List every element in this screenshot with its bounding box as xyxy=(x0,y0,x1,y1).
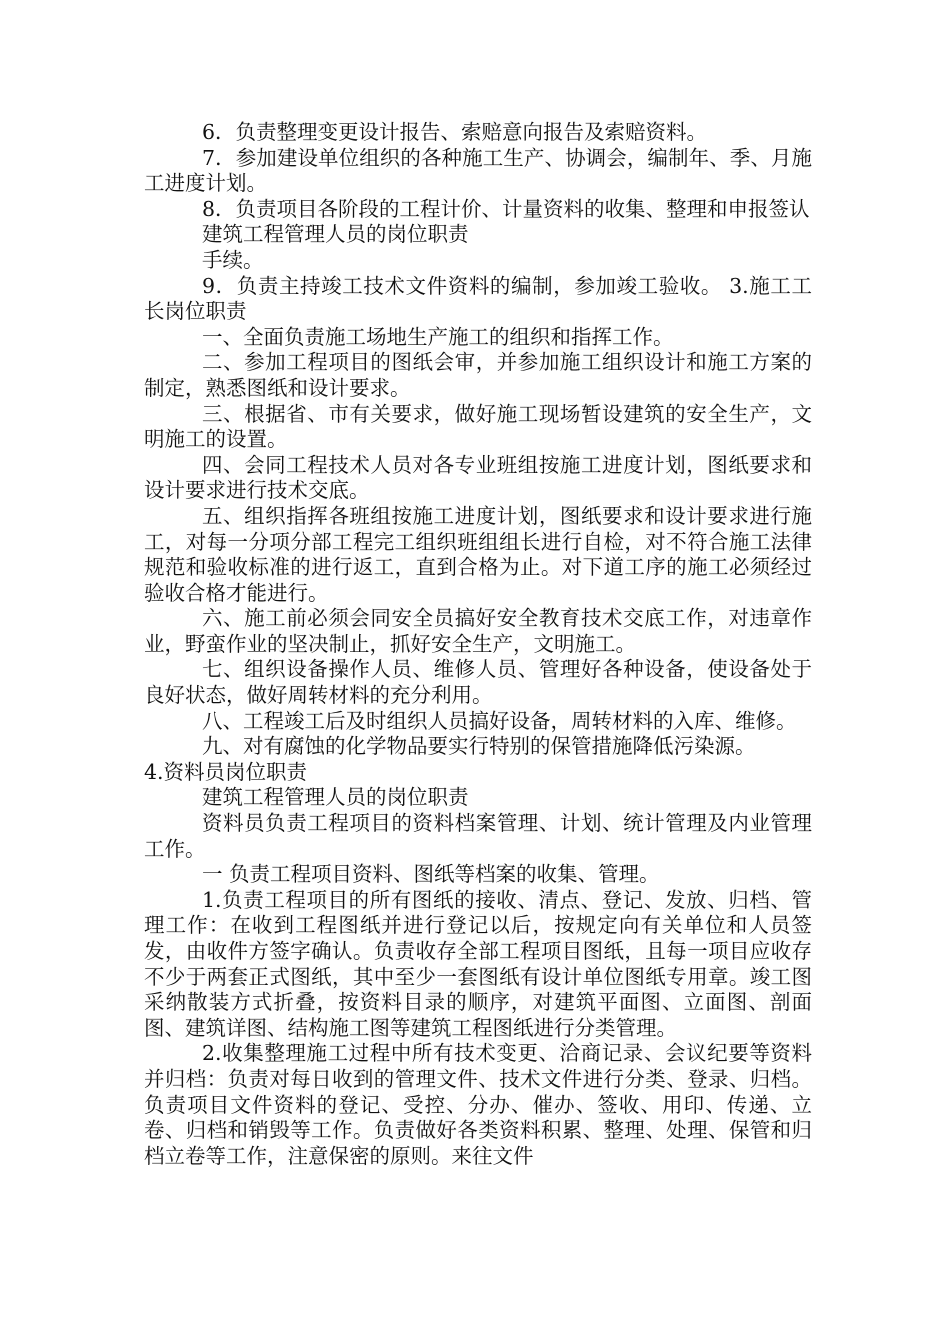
paragraph: 三、根据省、市有关要求，做好施工现场暂设建筑的安全生产，文明施工的设置。 xyxy=(144,401,812,452)
paragraph: 6．负责整理变更设计报告、索赔意向报告及索赔资料。 xyxy=(202,120,708,144)
paragraph: 七、组织设备操作人员、维修人员、管理好各种设备，使设备处于良好状态，做好周转材料的充分利用。 xyxy=(144,657,812,708)
document-body xyxy=(144,120,812,1169)
paragraph: 八、工程竣工后及时组织人员搞好设备，周转材料的入库、维修。 xyxy=(202,708,797,733)
paragraph: 一 负责工程项目资料、图纸等档案的收集、管理。 xyxy=(202,862,660,887)
paragraph: 资料员负责工程项目的资料档案管理、计划、统计管理及内业管理工作。 xyxy=(144,811,812,861)
paragraph: 1.负责工程项目的所有图纸的接收、清点、登记、发放、归档、管理工作：在收到工程图纸并进行登记以后，按规定向有关单位和人员签发，由收件方签字确认。负责收存全部工程项目图纸，且每一项目应收存不少于两套正式图纸，其中至少一套图纸有设计单位图纸专用章。竣工图采纳散装方式折叠，按资料目录的顺序，对建筑平面图、立面图、剖面图、建筑详图、结构施工图等建筑工程图纸进行分类管理。 xyxy=(144,887,812,1040)
paragraph: 二、参加工程项目的图纸会审，并参加施工组织设计和施工方案的制定，熟悉图纸和设计要求。 xyxy=(144,350,812,400)
paragraph: 五、组织指挥各班组按施工进度计划，图纸要求和设计要求进行施工，对每一分项分部工程完工组织班组组长进行自检，对不符合施工法律规范和验收标准的进行返工，直到合格为止。对下道工序的施工必须经过验收合格才能进行。 xyxy=(144,503,812,605)
paragraph: 手续。 xyxy=(202,247,264,272)
paragraph: 六、施工前必须会同安全员搞好安全教育技术交底工作，对违章作业，野蛮作业的坚决制止，抓好安全生产，文明施工。 xyxy=(144,606,812,656)
paragraph: 8．负责项目各阶段的工程计价、计量资料的收集、整理和申报签认 xyxy=(202,196,810,221)
paragraph: 7．参加建设单位组织的各种施工生产、协调会，编制年、季、月施工进度计划。 xyxy=(144,145,812,196)
running-header-text: 建筑工程管理人员的岗位职责 xyxy=(202,222,469,247)
paragraph: 一、全面负责施工场地生产施工的组织和指挥工作。 xyxy=(202,324,674,349)
paragraph: 9．负责主持竣工技术文件资料的编制，参加竣工验收。 3.施工工长岗位职责 xyxy=(144,273,812,324)
running-header-text: 建筑工程管理人员的岗位职责 xyxy=(202,785,469,810)
paragraph: 四、会同工程技术人员对各专业班组按施工进度计划，图纸要求和设计要求进行技术交底。 xyxy=(144,452,812,503)
section-heading: 4.资料员岗位职责 xyxy=(144,759,308,784)
paragraph: 2.收集整理施工过程中所有技术变更、洽商记录、会议纪要等资料并归档：负责对每日收到的管理文件、技术文件进行分类、登录、归档。负责项目文件资料的登记、受控、分办、催办、签收、用印、传递、立卷、归档和销毁等工作。负责做好各类资料积累、整理、处理、保管和归档立卷等工作，注意保密的原则。来往文件 xyxy=(144,1041,812,1168)
paragraph: 九、对有腐蚀的化学物品要实行特别的保管措施降低污染源。 xyxy=(202,734,756,759)
